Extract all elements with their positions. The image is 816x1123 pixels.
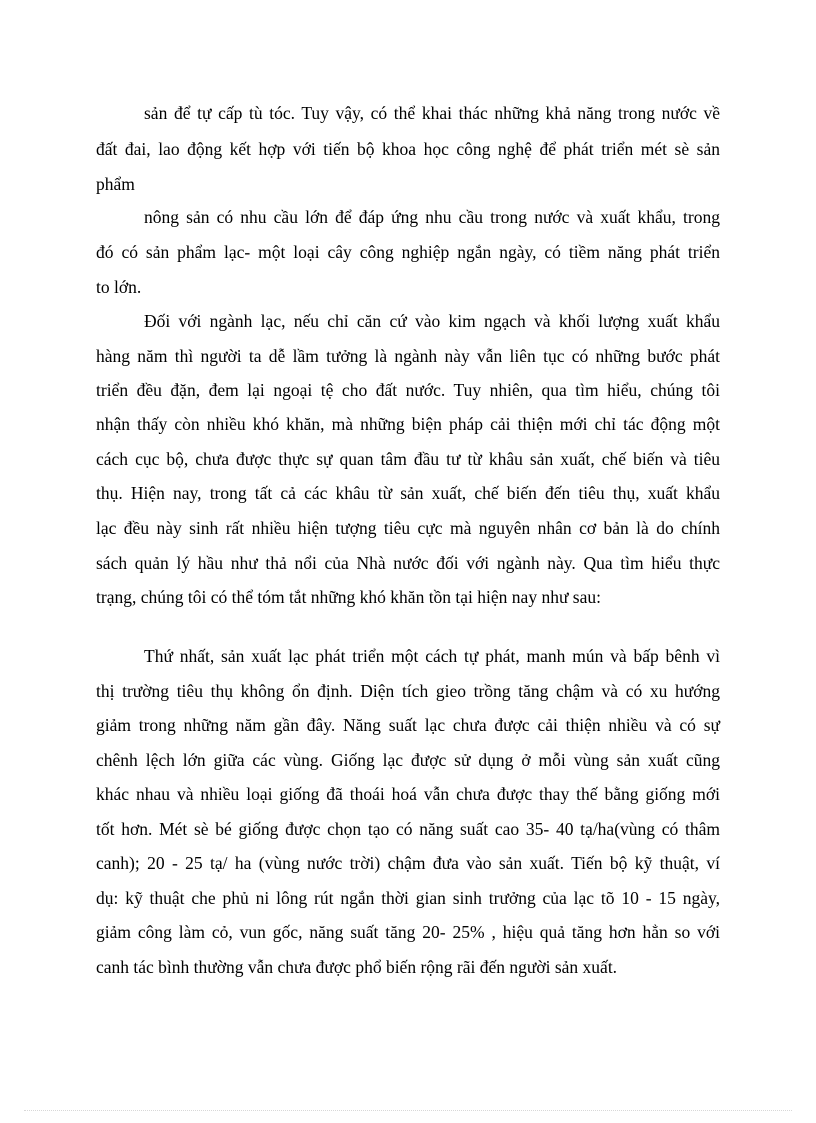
text-line: đất đai, lao động kết hợp với tiến bộ khoa học công nghệ để phát triển mét sè sản [96,139,720,159]
text-line: chênh lệch lớn giữa các vùng. Giống lạc được sử dụng ở mỗi vùng sản xuất cũng [96,750,720,770]
text-line: to lớn. [96,277,142,297]
text-line: giảm trong những năm gần đây. Năng suất lạc chưa được cải thiện nhiều và có sự [96,715,720,735]
text-line: thụ. Hiện nay, trong tất cả các khâu từ sản xuất, chế biến đến tiêu thụ, xuất khẩu [96,483,720,503]
text-line: trạng, chúng tôi có thể tóm tắt những khó khăn tồn tại hiện nay như sau: [96,587,601,607]
text-line: cách cục bộ, chưa được thực sự quan tâm đầu tư từ khâu sản xuất, chế biến và tiêu [96,449,720,469]
text-line: Thứ nhất, sản xuất lạc phát triển một cách tự phát, manh mún và bấp bênh vì [144,646,720,666]
page-bottom-rule [24,1110,792,1111]
text-line: nông sản có nhu cầu lớn để đáp ứng nhu cầu trong nước và xuất khẩu, trong [144,207,720,227]
text-line: thị trường tiêu thụ không ổn định. Diện tích gieo trồng tăng chậm và có xu hướng [96,681,720,701]
text-line: canh tác bình thường vẫn chưa được phổ biến rộng rãi đến người sản xuất. [96,957,618,977]
text-line: dụ: kỹ thuật che phủ ni lông rút ngắn thời gian sinh trưởng của lạc tõ 10 - 15 ngày, [96,888,720,908]
text-line: tốt hơn. Mét sè bé giống được chọn tạo có năng suất cao 35- 40 tạ/ha(vùng có thâm [96,819,720,839]
text-line: đó có sản phẩm lạc- một loại cây công nghiệp ngắn ngày, có tiềm năng phát triển [96,242,720,262]
text-line: sách quản lý hầu như thả nổi của Nhà nước đối với ngành này. Qua tìm hiểu thực [96,553,720,573]
text-line: phẩm [96,174,135,194]
text-line: Đối với ngành lạc, nếu chỉ căn cứ vào kim ngạch và khối lượng xuất khẩu [144,311,720,331]
text-line: canh); 20 - 25 tạ/ ha (vùng nước trời) chậm đưa vào sản xuất. Tiến bộ kỹ thuật, ví [96,853,720,873]
text-line: hàng năm thì người ta dễ lầm tưởng là ngành này vẫn liên tục có những bước phát [96,346,720,366]
text-line: giảm công làm cỏ, vun gốc, năng suất tăng 20- 25% , hiệu quả tăng hơn hẳn so với [96,922,720,942]
text-line: sản để tự cấp tù tóc. Tuy vậy, có thể khai thác những khả năng trong nước về [144,103,720,123]
text-line: triển đều đặn, đem lại ngoại tệ cho đất nước. Tuy nhiên, qua tìm hiểu, chúng tôi [96,380,720,400]
text-line: lạc đều này sinh rất nhiều hiện tượng tiêu cực mà nguyên nhân cơ bản là do chính [96,518,720,538]
text-line: nhận thấy còn nhiều khó khăn, mà những biện pháp cải thiện mới chỉ tác động một [96,414,720,434]
text-line: khác nhau và nhiều loại giống đã thoái hoá vẫn chưa được thay thế bằng giống mới [96,784,720,804]
